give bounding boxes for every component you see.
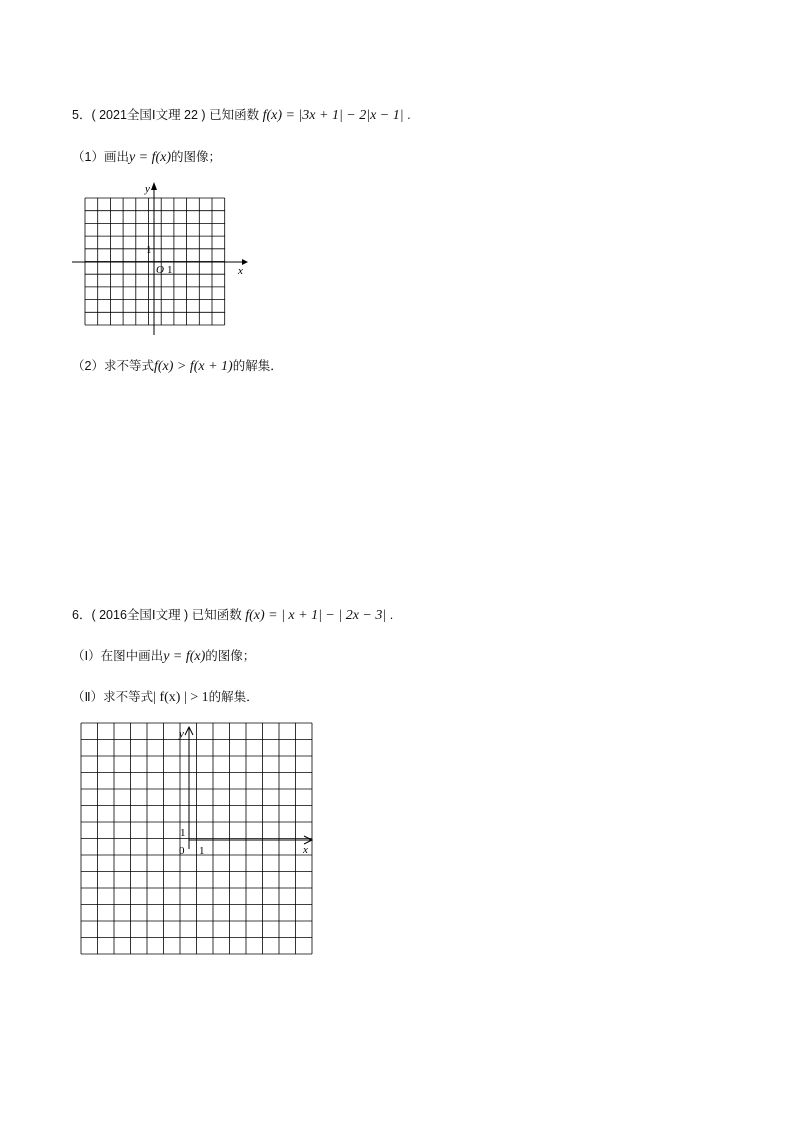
q6-tick-x-1: 1 (199, 845, 205, 857)
q6-part2 (72, 688, 259, 707)
q6-statement (72, 606, 393, 625)
q5-part2 (72, 357, 283, 376)
q6-formula: f(x) = | x + 1| − | 2x − 3| (245, 608, 387, 623)
q5-part1 (72, 148, 221, 167)
q5-part2-formula: f(x) > f(x + 1) (153, 359, 233, 374)
q6-origin-label: 0 (179, 845, 185, 857)
q5-y-arrow (151, 182, 157, 190)
q6-tick-y-1: 1 (180, 827, 186, 839)
q5-x-label: x (238, 265, 243, 277)
q5-y-label: y (145, 183, 150, 195)
q6-part1-label: （Ⅰ）在图中画出 (72, 649, 164, 663)
q5-tick-y-1: 1 (146, 244, 152, 256)
q5-part1-suffix: 的图像； (171, 150, 222, 164)
q6-coordinate-grid (81, 723, 321, 963)
q6-part1-suffix: 的图像； (205, 649, 256, 663)
q5-suffix: . (407, 108, 411, 122)
q5-part1-formula: y = f(x) (128, 150, 172, 165)
q6-y-label: y (179, 728, 184, 740)
q6-part2-formula: | f(x) | > 1 (153, 690, 209, 705)
q6-part1 (72, 647, 255, 666)
q5-part2-suffix: 的解集． (232, 359, 283, 373)
q5-x-arrow (242, 259, 248, 265)
q5-tick-x-1: 1 (167, 264, 173, 276)
q5-origin-label: O (156, 264, 164, 276)
q5-part2-label: （2）求不等式 (72, 359, 154, 373)
q5-statement (72, 106, 411, 125)
q6-part1-formula: y = f(x) (163, 649, 206, 664)
q6-part2-label: （Ⅱ）求不等式 (72, 690, 154, 704)
q6-grid-lines (81, 723, 312, 954)
q6-x-label: x (303, 844, 308, 856)
q6-part2-suffix: 的解集． (208, 690, 259, 704)
q5-formula: f(x) = |3x + 1| − 2|x − 1| (262, 108, 404, 123)
q5-part1-label: （1）画出 (72, 150, 129, 164)
q6-prefix: 6．( 2016全国Ⅰ文理 ) 已知函数 (72, 608, 242, 622)
q5-coordinate-grid (70, 180, 250, 340)
q6-suffix: . (389, 608, 394, 622)
q5-prefix: 5．( 2021全国Ⅰ文理 22 ) 已知函数 (72, 108, 260, 122)
